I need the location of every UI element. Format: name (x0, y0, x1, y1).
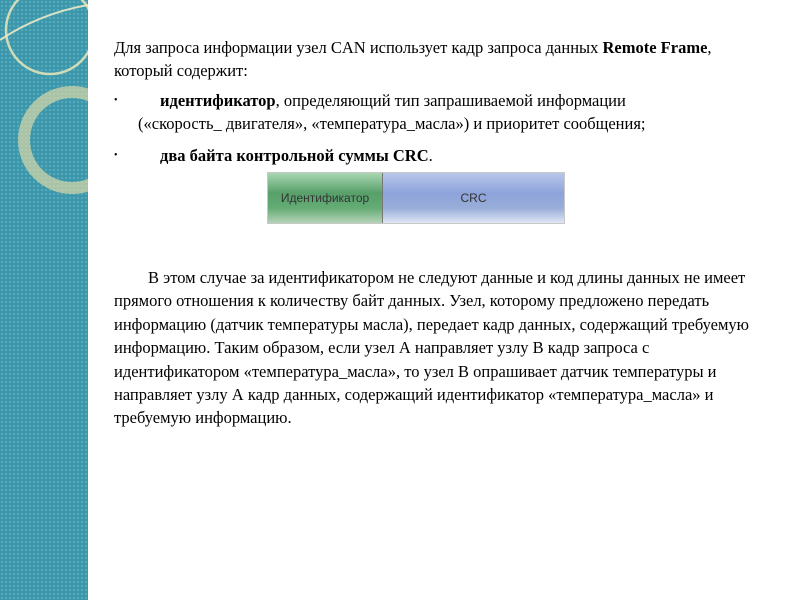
decorative-circles (0, 0, 88, 600)
crc-field: CRC (382, 173, 564, 223)
bullet-identifier (114, 89, 774, 135)
bullet-bold-term: два байта контрольной суммы CRC (160, 146, 429, 165)
identifier-field: Идентификатор (268, 173, 382, 223)
slide-body (114, 36, 774, 176)
remote-frame-term: Remote Frame (602, 38, 708, 57)
bullet-marker: • (114, 150, 118, 161)
intro-text-after: , который содержит: (114, 38, 712, 80)
remote-frame-diagram (268, 173, 564, 223)
bullet-bold-term: идентификатор (160, 91, 276, 110)
explanation-paragraph (114, 266, 774, 430)
intro-text-before: Для запроса информации узел CAN использует кадр запроса данных (114, 38, 603, 57)
bullet-text: , определяющий тип запрашиваемой информации (275, 91, 626, 110)
bullet-continuation: («скорость_ двигателя», «температура_масла») и приоритет сообщения; (138, 114, 646, 133)
intro-text (114, 36, 774, 82)
explanation-text: В этом случае за идентификатором не следуют данные и код длины данных не имеет прямого отношения к количеству байт данных. Узел, которому предложено передать информацию (датчик температуры масла), передает кадр данных, содержащий требуемую информацию. Таким образом, если узел А направляет узлу В кадр запроса с идентификатором «температура_масла», то узел В опрашивает датчик температуры и направляет узлу А кадр данных, содержащий идентификатор «температура_масла» и требуемую информацию. (114, 268, 750, 428)
bullet-marker: • (114, 95, 118, 106)
bullet-crc (114, 144, 774, 167)
bullet-text: . (428, 146, 433, 165)
decorative-sidebar (0, 0, 88, 600)
